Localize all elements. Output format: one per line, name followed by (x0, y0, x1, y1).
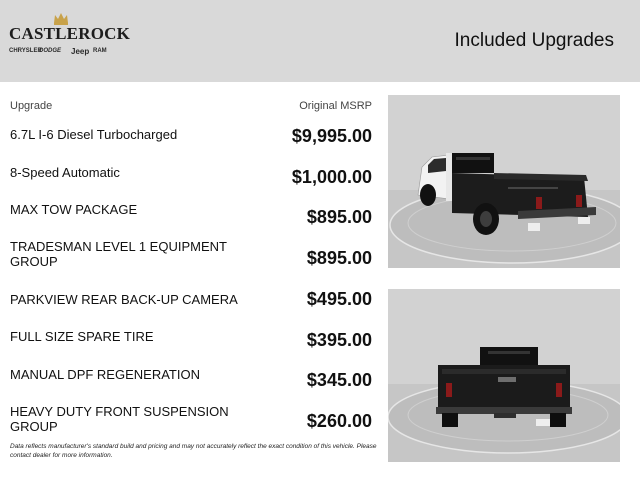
page-title: Included Upgrades (454, 30, 614, 51)
upgrade-name: 8-Speed Automatic (10, 165, 120, 180)
upgrade-name: HEAVY DUTY FRONT SUSPENSION GROUP (10, 404, 229, 434)
brand-name: CASTLEROCK (9, 24, 131, 43)
upgrade-price: $495.00 (306, 289, 372, 309)
page-header (0, 0, 640, 82)
upgrade-price: $345.00 (306, 370, 372, 390)
upgrade-price: $260.00 (306, 411, 372, 431)
castlerock-logo (9, 12, 131, 64)
upgrade-name: 6.7L I-6 Diesel Turbocharged (10, 127, 178, 142)
ram-logo: RAM (93, 48, 107, 54)
jeep-logo: Jeep (71, 47, 90, 56)
upgrade-price: $395.00 (306, 330, 372, 350)
truck-photo-rear (388, 289, 620, 462)
upgrade-price: $895.00 (306, 248, 372, 268)
upgrade-name: MANUAL DPF REGENERATION (10, 367, 200, 382)
upgrade-name: FULL SIZE SPARE TIRE (10, 329, 154, 344)
msrp-column-header: Original MSRP (299, 100, 372, 112)
upgrade-price: $1,000.00 (291, 167, 372, 187)
disclaimer-text: Data reflects manufacturer's standard build and pricing and may not accurately reflect the exact condition of this vehicle. Please contact dealer for more information. (10, 443, 377, 459)
upgrade-price: $895.00 (306, 207, 372, 227)
chrysler-logo: CHRYSLER (9, 48, 42, 54)
upgrade-name: MAX TOW PACKAGE (10, 202, 138, 217)
dodge-logo: DODGE (39, 48, 62, 54)
upgrade-name: PARKVIEW REAR BACK-UP CAMERA (10, 292, 238, 307)
brand-logos-row (9, 48, 113, 60)
upgrade-name: TRADESMAN LEVEL 1 EQUIPMENT GROUP (10, 239, 227, 269)
truck-photo-side (388, 95, 620, 268)
upgrade-column-header: Upgrade (10, 100, 53, 112)
upgrade-price: $9,995.00 (291, 126, 372, 146)
